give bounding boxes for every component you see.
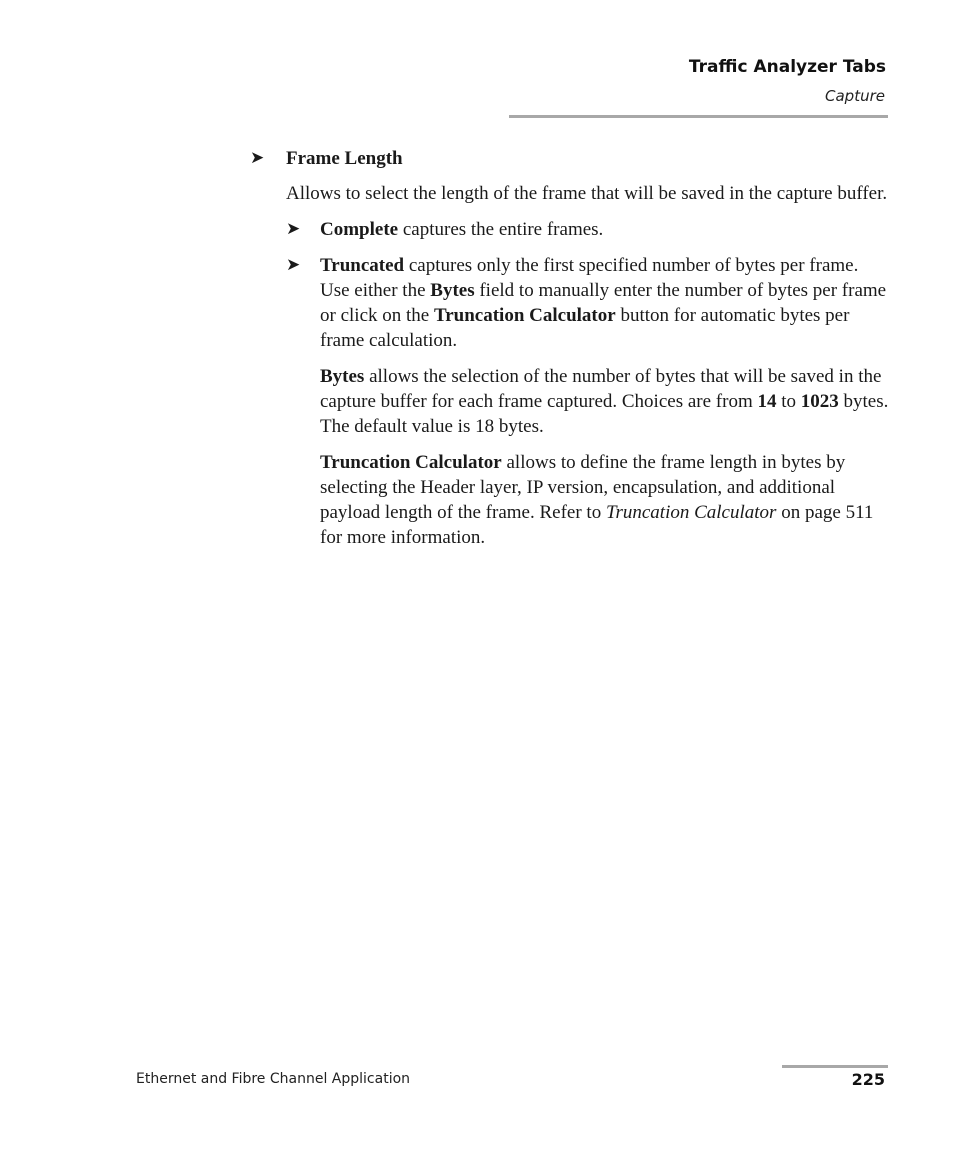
arrow-bullet-icon: ➤ (286, 255, 301, 275)
footer-doc-title: Ethernet and Fibre Channel Application (136, 1071, 411, 1087)
bytes-text-1: allows the selection of the number of bytes that will be saved in the capture buffer for each frame captured. Choices are from (320, 366, 882, 412)
complete-term: Complete (320, 219, 399, 240)
calculator-text-1: allows to define the frame length in bytes by selecting the Header layer, IP version, encapsulation, and additional payload length of the frame. Refer to (320, 452, 846, 523)
truncated-text-2: field to manually enter the number of bytes per frame or click on the (320, 280, 887, 326)
arrow-bullet-icon: ➤ (286, 219, 301, 239)
calculator-button-ref: Truncation Calculator (433, 305, 616, 326)
calculator-cross-reference[interactable]: Truncation Calculator (605, 502, 777, 523)
frame-length-intro: Allows to select the length of the frame that will be saved in the capture buffer. (286, 183, 888, 204)
bytes-to: to (776, 391, 801, 412)
calculator-paragraph (320, 450, 890, 550)
bytes-term: Bytes (320, 366, 365, 387)
calculator-text-2: on page 511 for more information. (320, 502, 874, 548)
bytes-paragraph (320, 364, 890, 439)
frame-length-heading: Frame Length (286, 148, 403, 169)
header-rule (509, 115, 888, 118)
sub-list (286, 253, 890, 353)
frame-length-item (250, 146, 890, 171)
page-number: 225 (851, 1070, 885, 1089)
header-subtitle: Capture (825, 87, 885, 105)
header-title: Traffic Analyzer Tabs (688, 57, 886, 77)
bytes-text-2: bytes. The default value is 18 bytes. (320, 391, 889, 437)
complete-text: captures the entire frames. (398, 219, 604, 240)
footer-rule (782, 1065, 888, 1068)
calculator-term: Truncation Calculator (320, 452, 502, 473)
bytes-min: 14 (757, 391, 777, 412)
complete-item (286, 217, 890, 242)
truncated-item (286, 253, 890, 353)
page-content (250, 146, 890, 561)
truncated-text-3: button for automatic bytes per frame calculation. (320, 305, 850, 351)
bytes-field-ref: Bytes (430, 280, 475, 301)
truncated-text-1: captures only the first specified number of bytes per frame. Use either the (320, 255, 859, 301)
truncated-term: Truncated (320, 255, 405, 276)
arrow-bullet-icon: ➤ (250, 148, 265, 168)
sub-list (286, 217, 890, 242)
bytes-max: 1023 (800, 391, 839, 412)
